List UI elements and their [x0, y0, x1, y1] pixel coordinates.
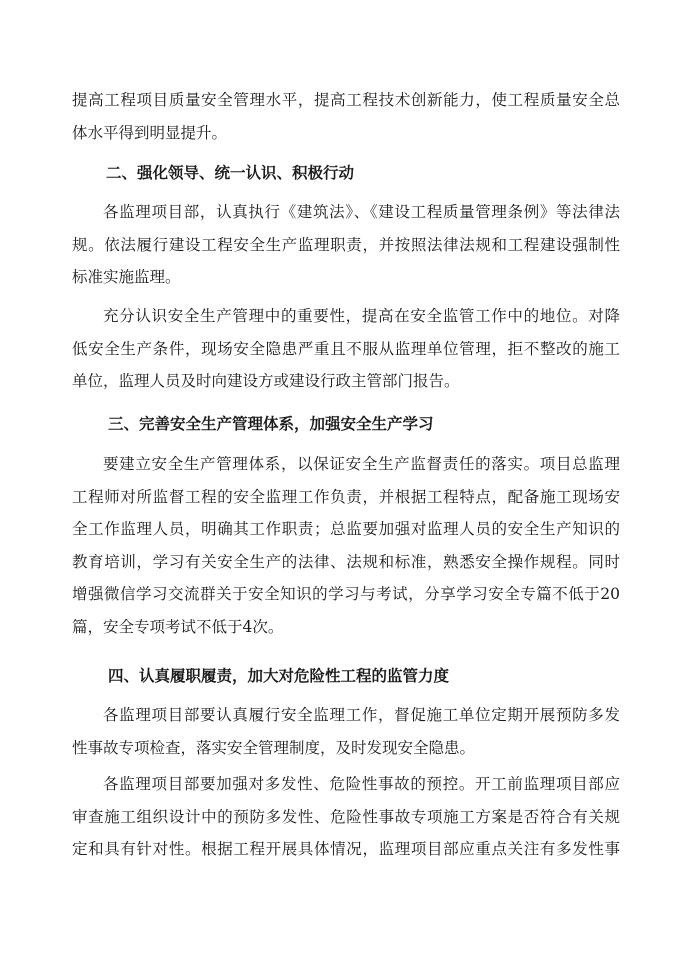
paragraph-line: 各监理项目部要加强对多发性、危险性事故的预控。开工前监理项目部应: [103, 775, 620, 793]
paragraph-line: 定和具有针对性。根据工程开展具体情况，监理项目部应重点关注有多发性事: [72, 840, 620, 858]
section-heading-3: 三、完善安全生产管理体系，加强安全生产学习: [108, 414, 434, 433]
paragraph-line: 教育培训，学习有关安全生产的法律、法规和标准，熟悉安全操作规程。同时: [72, 552, 620, 571]
paragraph-line: 各监理项目部要认真履行安全监理工作，督促施工单位定期开展预防多发: [103, 706, 620, 724]
section-heading-2: 二、强化领导、统一认识、积极行动: [106, 163, 355, 182]
paragraph-line: 性事故专项检查，落实安全管理制度，及时发现安全隐患。: [72, 738, 476, 757]
paragraph-line: 标准实施监理。: [72, 268, 181, 286]
paragraph-management-system: [72, 448, 620, 643]
paragraph-line: 工程师对所监督工程的安全监理工作负责，并根据工程特点，配备施工现场安: [72, 487, 620, 506]
paragraph-intro: [72, 84, 620, 149]
paragraph-line: 增强微信学习交流群关于安全知识的学习与考试，分享学习安全专篇不低于20: [72, 585, 620, 603]
paragraph-legal-compliance: [72, 196, 620, 294]
section-heading-4: 四、认真履职履责，加大对危险性工程的监管力度: [108, 666, 450, 685]
paragraph-line: 篇，安全专项考试不低于4次。: [72, 617, 284, 636]
paragraph-safety-importance: [72, 300, 620, 398]
paragraph-line: 各监理项目部，认真执行《建筑法》、《建设工程质量管理条例》等法律法: [103, 203, 620, 221]
paragraph-hazard-prevention: [72, 768, 620, 866]
paragraph-line: 全工作监理人员，明确其工作职责；总监要加强对监理人员的安全生产知识的: [72, 520, 620, 538]
paragraph-line: 审查施工组织设计中的预防多发性、危险性事故专项施工方案是否符合有关规: [72, 807, 620, 826]
paragraph-line: 要建立安全生产管理体系，以保证安全生产监督责任的落实。项目总监理: [103, 455, 620, 473]
paragraph-line: 单位，监理人员及时向建设方或建设行政主管部门报告。: [72, 372, 460, 390]
paragraph-line: 体水平得到明显提升。: [72, 123, 228, 142]
paragraph-line: 充分认识安全生产管理中的重要性，提高在安全监管工作中的地位。对降: [103, 307, 620, 325]
paragraph-line: 规。依法履行建设工程安全生产监理职责，并按照法律法规和工程建设强制性: [72, 235, 620, 254]
paragraph-line: 提高工程项目质量安全管理水平，提高工程技术创新能力，使工程质量安全总: [72, 91, 620, 109]
paragraph-supervision-duties: [72, 699, 620, 764]
paragraph-line: 低安全生产条件，现场安全隐患严重且不服从监理单位管理，拒不整改的施工: [72, 339, 620, 358]
